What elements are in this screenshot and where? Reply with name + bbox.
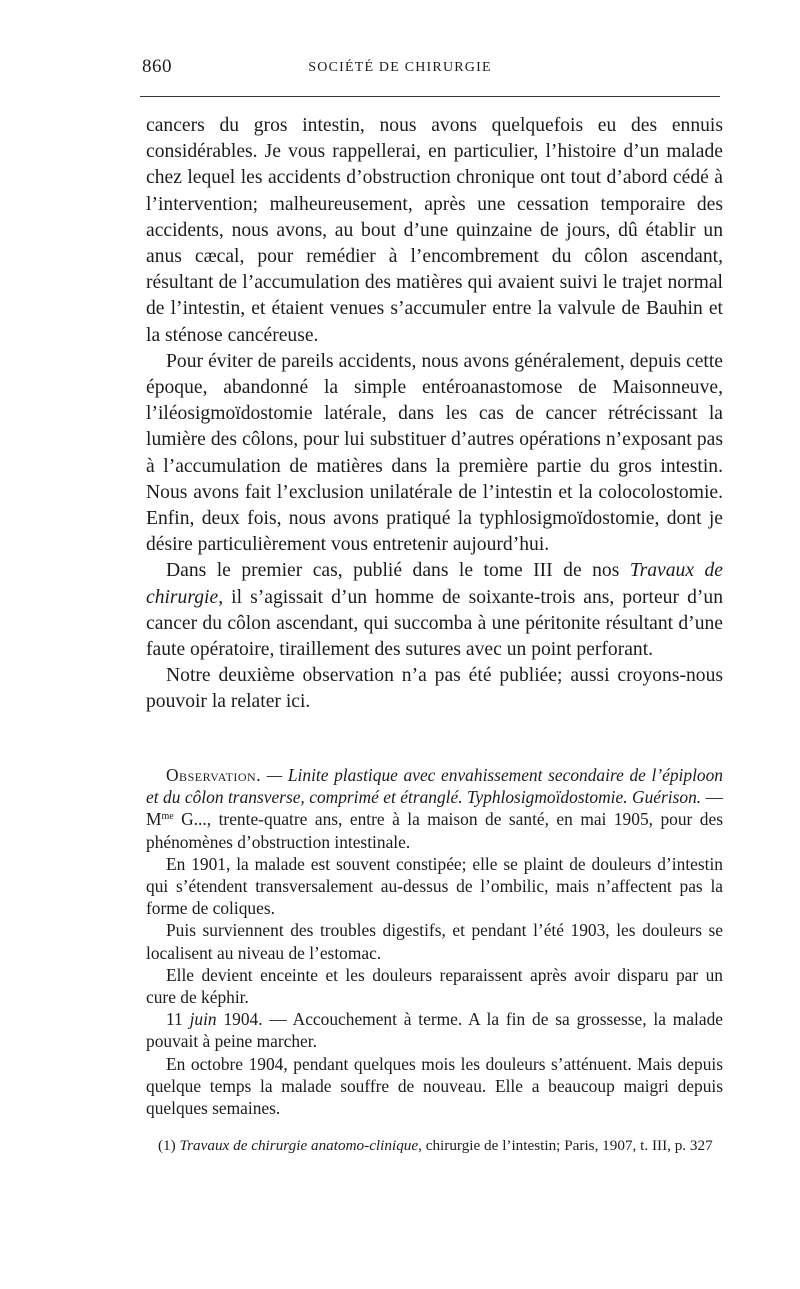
footnote-text	[146, 1136, 723, 1156]
patient-rest: G..., trente-quatre ans, entre à la maison de santé, en mai 1905, pour des phénomènes d’obstruction intestinale.	[146, 809, 723, 852]
footnote-marker: (1)	[158, 1137, 180, 1154]
paragraph-3-text-a: Dans le premier cas, publié dans le tome III de nos	[166, 560, 630, 582]
observation-paragraph-5	[146, 1008, 723, 1052]
paragraph-2: Pour éviter de pareils accidents, nous avons généralement, depuis cette époque, abandonné la simple entéroanastomose de Maisonneuve, l’iléosigmoïdostomie latérale, dans les cas de cancer rétrécissant la lumière des côlons, pour lui substituer d’autres opérations n’exposant pas à l’accumulation de matières dans la première partie du gros intestin. Nous avons fait l’exclusion unilatérale de l’intestin et la colocolostomie. Enfin, deux fois, nous avons pratiqué la typhlosigmoïdostomie, dont je désire particulièrement vous entretenir aujourd’hui.	[146, 350, 723, 556]
observation-block	[146, 764, 723, 1119]
patient-intro: — M	[146, 787, 723, 830]
running-title: SOCIÉTÉ DE CHIRURGIE	[308, 60, 492, 75]
paragraph-3-text-b: , il s’agissait d’un homme de soixante-trois ans, porteur d’un cancer du côlon ascendant, qui succomba à une péritonite résultant d’une faute opératoire, tiraillement des sutures avec un point perforant.	[146, 586, 723, 661]
header-rule	[140, 96, 720, 97]
main-text	[146, 113, 723, 716]
observation-paragraph-2: En 1901, la malade est souvent constipée; elle se plaint de douleurs d’intestin qui s’étendent transversalement au-dessus de l’ombilic, mais n’affectent pas la forme de coliques.	[146, 853, 723, 919]
travaux-title: Travaux de chirurgie	[146, 560, 723, 608]
observation-paragraph-3: Puis surviennent des troubles digestifs, et pendant l’été 1903, les douleurs se localisent au niveau de l’estomac.	[146, 920, 723, 963]
paragraph-1: cancers du gros intestin, nous avons quelquefois eu des ennuis considérables. Je vous rappellerai, en particulier, l’histoire d’un malade chez lequel les accidents d’obstruction chronique ont tout d’abord cédé à l’intervention; malheureusement, après une cessation temporaire des accidents, nous avons, au bout d’une quinzaine de jours, dû établir un anus cæcal, pour remédier à l’encombrement du côlon ascendant, résultant de l’accumulation des matières qui avaient suivi le trajet normal de l’intestin, et étaient venues s’accumuler entre la valvule de Bauhin et la sténose cancéreuse.	[146, 115, 723, 346]
observation-paragraph-4: Elle devient enceinte et les douleurs reparaissent après avoir disparu par un cure de képhir.	[146, 964, 723, 1008]
paragraph-3	[146, 558, 723, 663]
paragraph-4: Notre deuxième observation n’a pas été publiée; aussi croyons-nous pouvoir la relater ici.	[146, 665, 723, 713]
footnote-title: Travaux de chirurgie anatomo-clinique	[179, 1137, 419, 1154]
footnote-rest: , chirurgie de l’intestin; Paris, 1907, t. III, p. 327	[418, 1137, 713, 1154]
observation-heading	[146, 764, 723, 853]
observation-title: — Linite plastique avec envahissement secondaire de l’épiploon et du côlon transverse, comprimé et étranglé. Typhlosigmoïdostomie. Guérison.	[146, 765, 723, 808]
patient-title-sup: me	[161, 811, 174, 823]
date-month: juin	[189, 1009, 217, 1030]
observation-paragraph-5-text: 1904. — Accouchement à terme. A la fin de sa grossesse, la malade pouvait à peine marcher.	[146, 1009, 724, 1052]
date-day: 11	[166, 1009, 190, 1030]
page-number: 860	[142, 56, 172, 77]
observation-paragraph-6: En octobre 1904, pendant quelques mois les douleurs s’atténuent. Mais depuis quelque temps la malade souffre de nouveau. Elle a beaucoup maigri depuis quelques semaines.	[146, 1053, 723, 1119]
observation-label: Observation.	[166, 765, 262, 785]
footnote	[146, 1136, 723, 1156]
